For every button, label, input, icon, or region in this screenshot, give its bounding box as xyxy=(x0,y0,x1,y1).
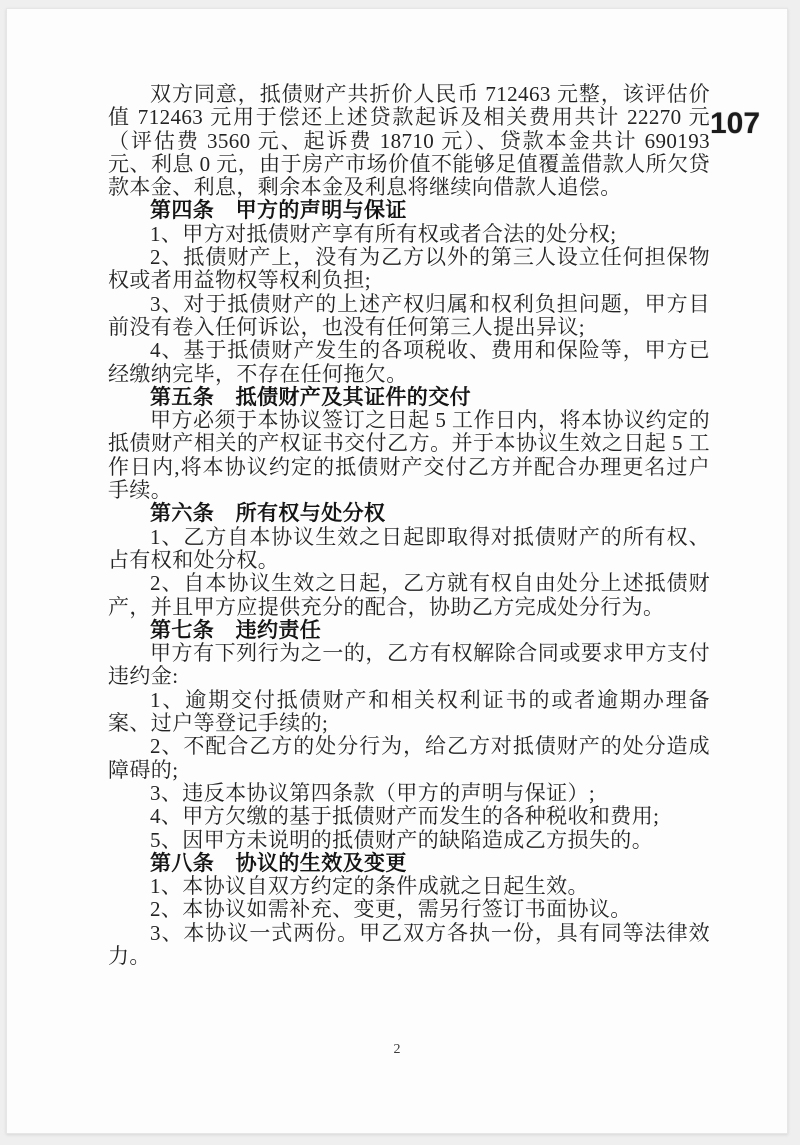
contract-text xyxy=(108,83,710,968)
clause-heading: 第六条 所有权与处分权 xyxy=(150,501,386,526)
contract-paragraph: 2、抵债财产上，没有为乙方以外的第三人设立任何担保物权或者用益物权等权利负担; xyxy=(108,245,710,293)
contract-paragraph: 2、自本协议生效之日起，乙方就有权自由处分上述抵债财产，并且甲方应提供充分的配合，协助乙方完成处分行为。 xyxy=(108,571,710,619)
contract-paragraph: 甲方必须于本协议签订之日起 5 工作日内，将本协议约定的抵债财产相关的产权证书交付乙方。并于本协议生效之日起 5 工作日内,将本协议约定的抵债财产交付乙方并配合办理更名过户手续。 xyxy=(108,408,710,503)
contract-paragraph: 2、本协议如需补充、变更，需另行签订书面协议。 xyxy=(150,897,632,922)
contract-paragraph: 3、对于抵债财产的上述产权归属和权利负担问题，甲方目前没有卷入任何诉讼，也没有任何第三人提出异议; xyxy=(108,291,710,339)
contract-paragraph: 甲方有下列行为之一的，乙方有权解除合同或要求甲方支付违约金: xyxy=(108,641,710,689)
contract-paragraph: 1、甲方对抵债财产享有所有权或者合法的处分权; xyxy=(150,221,617,246)
contract-page xyxy=(6,8,788,1134)
contract-paragraph: 3、违反本协议第四条款（甲方的声明与保证）; xyxy=(150,780,596,805)
contract-paragraph: 1、本协议自双方约定的条件成就之日起生效。 xyxy=(150,874,589,899)
contract-paragraph: 1、乙方自本协议生效之日起即取得对抵债财产的所有权、占有权和处分权。 xyxy=(108,524,710,572)
clause-heading: 第四条 甲方的声明与保证 xyxy=(150,198,407,223)
contract-paragraph: 3、本协议一式两份。甲乙双方各执一份，具有同等法律效力。 xyxy=(108,920,710,968)
contract-paragraph: 4、基于抵债财产发生的各项税收、费用和保险等，甲方已经缴纳完毕，不存在任何拖欠。 xyxy=(108,338,710,386)
contract-paragraph: 1、逾期交付抵债财产和相关权利证书的或者逾期办理备案、过户等登记手续的; xyxy=(108,687,710,736)
clause-heading: 第八条 协议的生效及变更 xyxy=(150,850,407,875)
clause-heading: 第七条 违约责任 xyxy=(150,617,322,642)
clause-heading: 第五条 抵债财产及其证件的交付 xyxy=(150,384,471,409)
footer-page-number: 2 xyxy=(393,1042,401,1057)
contract-paragraph: 5、因甲方未说明的抵债财产的缺陷造成乙方损失的。 xyxy=(150,827,654,852)
contract-paragraph: 4、甲方欠缴的基于抵债财产而发生的各种税收和费用; xyxy=(150,804,660,829)
page-stamp-number: 107 xyxy=(710,107,761,140)
contract-paragraph: 双方同意，抵债财产共折价人民币 712463 元整，该评估价值 712463 元用于偿还上述贷款起诉及相关费用共计 22270 元（评估费 3560 元、起诉费 18710 元）、贷款本金共计 690193 元、利息 0 元，由于房产市场价值不能够足值覆盖借款人所欠贷款本金、利息，剩余本金及利息将继续向借款人追偿。 xyxy=(108,82,710,200)
contract-paragraph: 2、不配合乙方的处分行为，给乙方对抵债财产的处分造成障碍的; xyxy=(108,734,710,782)
